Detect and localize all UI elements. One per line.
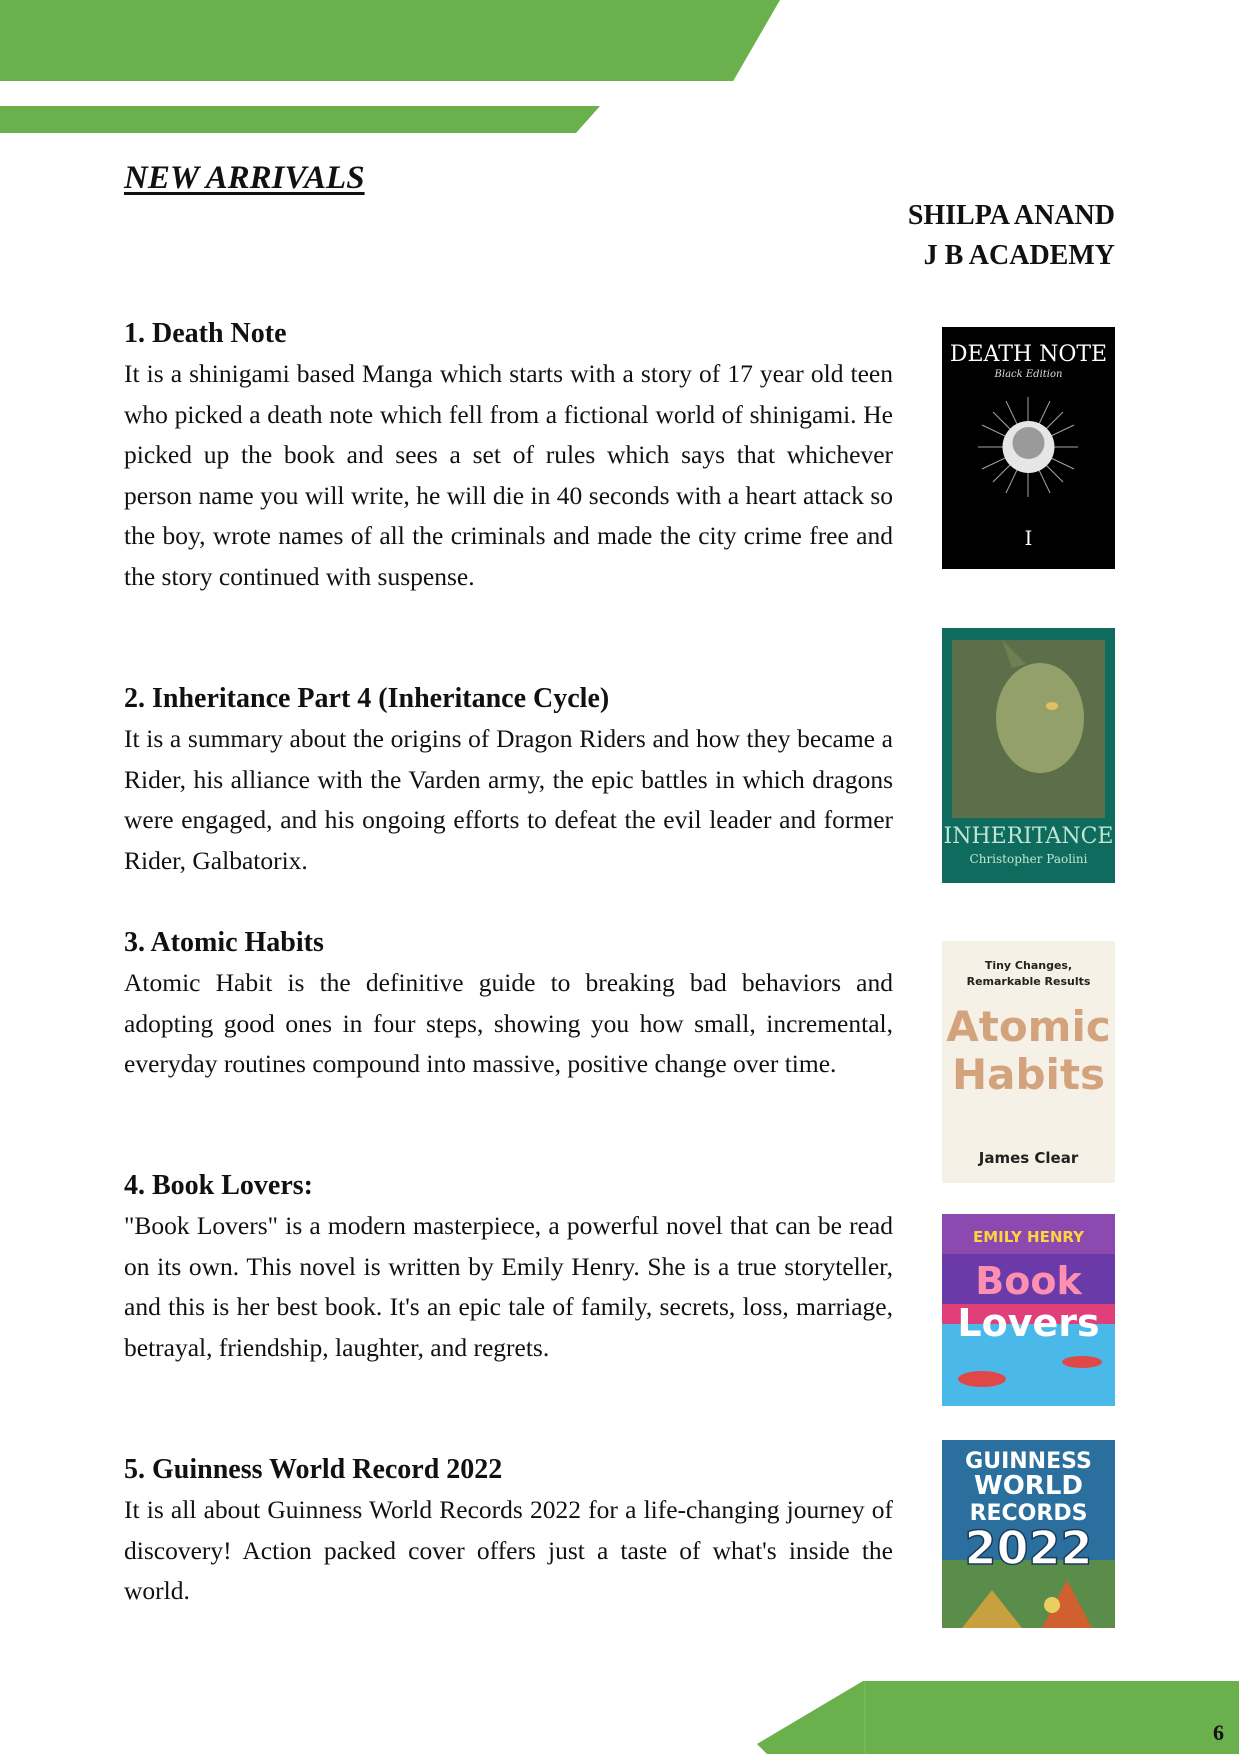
header-accent-stripe [0, 106, 600, 133]
cover-line-2: WORLD [974, 1471, 1083, 1501]
author-school: J B ACADEMY [923, 240, 1115, 271]
cover-guinness [942, 1440, 1115, 1628]
cover-tagline-1: Tiny Changes, [984, 959, 1073, 972]
book-summary: It is a shinigami based Manga which starts with a story of 17 year old teen who picked a death note which fell from a fictional world of shinigami. He picked up the book and sees a set of rules which says that whichever person name you will write, he will die in 40 seconds with a heart attack so the boy, wrote names of all the criminals and made the city crime free and the story continued with suspense. [124, 359, 893, 591]
cover-title: INHERITANCE [943, 824, 1114, 849]
book-entry-book-lovers [124, 1166, 893, 1368]
cover-death-note [942, 327, 1115, 569]
cover-title: DEATH NOTE [949, 342, 1108, 367]
cover-author: James Clear [978, 1149, 1079, 1167]
book-entry-death-note [124, 314, 893, 597]
book-summary: It is all about Guinness World Records 2022 for a life-changing journey of discovery! Action packed cover offers just a taste of what's inside the world. [124, 1495, 893, 1605]
guinness-cover-art [942, 1440, 1115, 1628]
footer-accent-band [757, 1681, 1239, 1754]
page-number: 6 [1213, 1720, 1224, 1745]
cover-author: EMILY HENRY [972, 1228, 1085, 1246]
cover-volume: I [1024, 526, 1033, 550]
book-entry-guinness [124, 1450, 893, 1612]
cover-inheritance [942, 628, 1115, 883]
book-heading: 4. Book Lovers: [124, 1170, 313, 1201]
cover-year: 2022 [964, 1521, 1093, 1575]
book-heading: 5. Guinness World Record 2022 [124, 1454, 503, 1485]
cover-title-1: Book [975, 1259, 1082, 1303]
cover-author: Christopher Paolini [969, 852, 1088, 866]
book-summary: It is a summary about the origins of Dragon Riders and how they became a Rider, his alliance with the Varden army, the epic battles in which dragons were engaged, and his ongoing efforts to defeat the evil leader and former Rider, Galbatorix. [124, 724, 893, 875]
cover-line-1: GUINNESS [965, 1449, 1092, 1474]
book-entry-inheritance [124, 679, 893, 881]
book-heading: 3. Atomic Habits [124, 927, 324, 958]
cover-tagline-2: Remarkable Results [966, 975, 1091, 988]
author-name: SHILPA ANAND [907, 200, 1115, 231]
cover-book-lovers [942, 1214, 1115, 1406]
cover-title-2: Lovers [957, 1301, 1100, 1345]
book-heading: 2. Inheritance Part 4 (Inheritance Cycle) [124, 683, 610, 714]
section-title: NEW ARRIVALS [124, 160, 365, 196]
cover-line-3: RECORDS [969, 1501, 1088, 1526]
death-note-cover-art [942, 327, 1115, 569]
atomic-habits-cover-art [942, 941, 1115, 1183]
header-accent-band [0, 0, 780, 81]
book-summary: "Book Lovers" is a modern masterpiece, a powerful novel that can be read on its own. This novel is written by Emily Henry. She is a true storyteller, and this is her best book. It's an epic tale of family, secrets, loss, marriage, betrayal, friendship, laughter, and regrets. [124, 1211, 893, 1362]
cover-title-1: Atomic [946, 1002, 1111, 1051]
cover-atomic-habits [942, 941, 1115, 1183]
cover-title-2: Habits [951, 1050, 1106, 1099]
book-heading: 1. Death Note [124, 318, 287, 349]
book-entry-atomic-habits [124, 923, 893, 1085]
cover-subtitle: Black Edition [994, 369, 1063, 380]
inheritance-cover-art [942, 628, 1115, 883]
book-summary: Atomic Habit is the definitive guide to breaking bad behaviors and adopting good ones in four steps, showing you how small, incremental, everyday routines compound into massive, positive change over time. [124, 968, 893, 1078]
book-lovers-cover-art [942, 1214, 1115, 1406]
author-block [908, 196, 1115, 276]
